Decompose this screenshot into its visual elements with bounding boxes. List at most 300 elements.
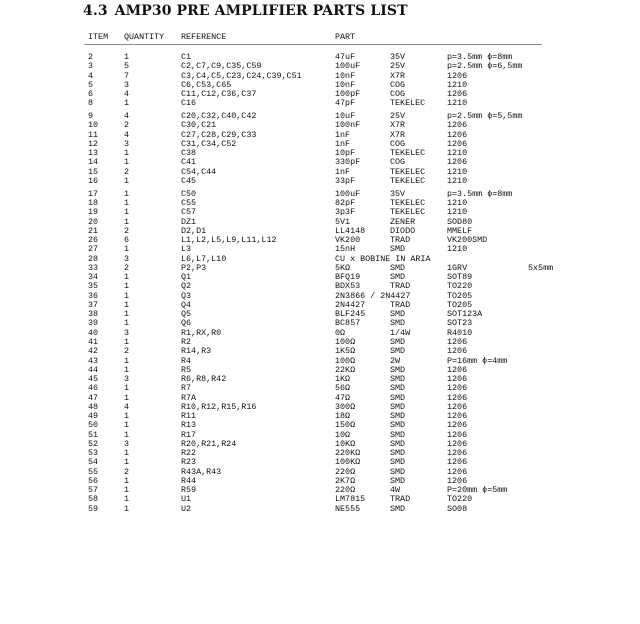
item-cell: 4 [88,70,94,81]
item-cell: 19 [88,207,99,218]
quantity-cell: 2 [124,166,130,177]
quantity-cell: 1 [124,475,130,486]
package-cell: R4010 [447,327,473,338]
part-value-cell: 220Ω [335,485,356,496]
package-cell: 1206 [447,157,468,168]
part-spec-cell: 25V [390,111,406,122]
package-cell: SOD80 [447,216,473,227]
package-cell: 1206 [447,429,468,440]
item-cell: 34 [88,272,99,283]
item-cell: 5 [88,79,94,90]
reference-cell: R1,RX,R0 [181,327,222,338]
extra-cell: 5x5mm [528,262,554,273]
package-cell: 1210 [447,175,468,186]
part-value-cell: 10uF [335,111,356,122]
reference-cell: R59 [181,485,197,496]
reference-cell: C2,C7,C9,C35,C59 [181,61,262,72]
quantity-cell: 1 [124,429,130,440]
header-reference: REFERENCE [181,32,227,42]
part-spec-cell: COG [390,138,406,149]
item-cell: 43 [88,355,99,366]
package-cell: 1210 [447,244,468,255]
package-cell: VK200SMD [447,235,488,246]
quantity-cell: 1 [124,299,130,310]
package-cell: 1206 [447,138,468,149]
package-cell: 1206 [447,420,468,431]
quantity-cell: 2 [124,466,130,477]
table-row [0,177,640,186]
item-cell: 35 [88,281,99,292]
table-row [0,62,640,71]
part-spec-cell: 1/4W [390,327,411,338]
quantity-cell: 1 [124,52,130,62]
reference-cell: R5 [181,364,192,375]
part-spec-cell: SMD [390,503,406,514]
package-cell: 1206 [447,448,468,459]
reference-cell: R23 [181,457,197,468]
item-cell: 41 [88,336,99,347]
package-cell: 1206 [447,401,468,412]
quantity-cell: 1 [124,244,130,255]
part-spec-cell: DIODO [390,225,416,236]
quantity-cell: 1 [124,457,130,468]
part-value-cell: 18Ω [335,411,351,422]
quantity-cell: 2 [124,262,130,273]
package-cell: 1206 [447,383,468,394]
section-number: 4.3 [83,3,108,19]
item-cell: 16 [88,175,99,186]
part-value-cell: 10nF [335,79,356,90]
package-cell: 1206 [447,466,468,477]
package-cell: 1206 [447,457,468,468]
item-cell: 47 [88,392,99,403]
part-value-cell: 100Ω [335,355,356,366]
item-cell: 42 [88,346,99,357]
header-divider [84,44,542,45]
part-value-cell: 1K5Ω [335,346,356,357]
package-cell: p=2.5mm ϕ=6,5mm [447,61,523,72]
quantity-cell: 4 [124,129,130,140]
package-cell: TO220 [447,281,473,292]
item-cell: 33 [88,262,99,273]
quantity-cell: 3 [124,374,130,385]
table-row [0,505,640,514]
package-cell: 1206 [447,346,468,357]
part-value-cell: 33pF [335,175,356,186]
item-cell: 56 [88,475,99,486]
part-value-cell: 47uF [335,52,356,62]
item-cell: 2 [88,52,94,62]
part-spec-cell: SMD [390,420,406,431]
reference-cell: P2,P3 [181,262,207,273]
table-row [0,72,640,81]
table-row [0,81,640,90]
package-cell: 1210 [447,98,468,109]
item-cell: 11 [88,129,99,140]
reference-cell: R22 [181,448,197,459]
quantity-cell: 1 [124,309,130,320]
item-cell: 55 [88,466,99,477]
section-title [83,3,408,19]
item-cell: 52 [88,438,99,449]
reference-cell: R44 [181,475,197,486]
package-cell: 1210 [447,166,468,177]
part-spec-cell: SMD [390,318,406,329]
item-cell: 44 [88,364,99,375]
package-cell: 1206 [447,392,468,403]
part-value-cell: BC857 [335,318,361,329]
part-value-cell: 100uF [335,188,361,199]
part-spec-cell: SMD [390,336,406,347]
reference-cell: C54,C44 [181,166,217,177]
reference-cell: C6,C53,C65 [181,79,232,90]
item-cell: 17 [88,188,99,199]
reference-cell: Q1 [181,272,192,283]
part-value-cell: 100uF [335,61,361,72]
header-part: PART [335,32,356,42]
quantity-cell: 1 [124,290,130,301]
part-value-cell: 2N3866 / 2N4427 [335,290,411,301]
part-spec-cell: ZENER [390,216,416,227]
quantity-cell: 1 [124,448,130,459]
item-cell: 58 [88,494,99,505]
reference-cell: U1 [181,494,192,505]
section-title-text: AMP30 PRE AMPLIFIER PARTS LIST [114,3,408,19]
item-cell: 15 [88,166,99,177]
package-cell: TO220 [447,494,473,505]
reference-cell: C57 [181,207,197,218]
reference-cell: C11,C12,C36,C37 [181,89,257,100]
reference-cell: R10,R12,R15,R16 [181,401,257,412]
part-value-cell: 56Ω [335,383,351,394]
quantity-cell: 1 [124,188,130,199]
item-cell: 6 [88,89,94,100]
part-spec-cell: TEKELEC [390,207,426,218]
quantity-cell: 2 [124,346,130,357]
part-value-cell: 2N4427 [335,299,366,310]
part-value-cell: 300Ω [335,401,356,412]
item-cell: 49 [88,411,99,422]
quantity-cell: 1 [124,148,130,159]
item-cell: 26 [88,235,99,246]
package-cell: SO08 [447,503,468,514]
part-spec-cell: SMD [390,272,406,283]
reference-cell: R43A,R43 [181,466,222,477]
part-value-cell: 100KΩ [335,457,361,468]
item-cell: 14 [88,157,99,168]
package-cell: p=3.5mm ϕ=8mm [447,52,513,62]
reference-cell: R13 [181,420,197,431]
part-spec-cell: SMD [390,438,406,449]
part-spec-cell: 2W [390,355,401,366]
part-spec-cell: SMD [390,309,406,320]
reference-cell: R2 [181,336,192,347]
item-cell: 3 [88,61,94,72]
reference-cell: L3 [181,244,192,255]
part-spec-cell: SMD [390,401,406,412]
item-cell: 27 [88,244,99,255]
quantity-cell: 2 [124,120,130,131]
part-spec-cell: SMD [390,429,406,440]
part-value-cell: 150Ω [335,420,356,431]
part-spec-cell: 35V [390,188,406,199]
part-value-cell: 1nF [335,166,351,177]
package-cell: 1206 [447,129,468,140]
part-spec-cell: TEKELEC [390,148,426,159]
part-value-cell: 100Ω [335,336,356,347]
part-spec-cell: TRAD [390,299,411,310]
part-spec-cell: SMD [390,383,406,394]
reference-cell: L6,L7,L10 [181,253,227,264]
table-header [0,32,640,44]
package-cell: p=2.5mm ϕ=5,5mm [447,111,523,122]
reference-cell: C3,C4,C5,C23,C24,C39,C51 [181,70,302,81]
part-spec-cell: SMD [390,448,406,459]
package-cell: 1GRV [447,262,468,273]
package-cell: MMELF [447,225,473,236]
package-cell: P=16mm ϕ=4mm [447,355,508,366]
package-cell: 1206 [447,70,468,81]
part-spec-cell: SMD [390,457,406,468]
item-cell: 54 [88,457,99,468]
header-item: ITEM [88,32,109,42]
reference-cell: R14,R3 [181,346,212,357]
item-cell: 28 [88,253,99,264]
reference-cell: U2 [181,503,192,514]
reference-cell: Q4 [181,299,192,310]
quantity-cell: 6 [124,235,130,246]
table-row [0,99,640,108]
package-cell: 1206 [447,89,468,100]
part-spec-cell: X7R [390,70,406,81]
part-spec-cell: TRAD [390,235,411,246]
package-cell: 1206 [447,411,468,422]
package-cell: 1206 [447,374,468,385]
part-spec-cell: SMD [390,411,406,422]
package-cell: TO205 [447,290,473,301]
part-value-cell: 1KΩ [335,374,351,385]
part-spec-cell: SMD [390,374,406,385]
part-value-cell: 15nH [335,244,356,255]
quantity-cell: 1 [124,503,130,514]
quantity-cell: 1 [124,272,130,283]
item-cell: 57 [88,485,99,496]
part-value-cell: CU x BOBINE IN ARIA [335,253,431,264]
part-value-cell: LM7815 [335,494,366,505]
quantity-cell: 1 [124,197,130,208]
quantity-cell: 1 [124,383,130,394]
reference-cell: Q3 [181,290,192,301]
part-spec-cell: X7R [390,120,406,131]
item-cell: 13 [88,148,99,159]
part-value-cell: 82pF [335,197,356,208]
part-spec-cell: COG [390,157,406,168]
item-cell: 20 [88,216,99,227]
part-spec-cell: TEKELEC [390,166,426,177]
part-value-cell: 220Ω [335,466,356,477]
package-cell: 1206 [447,120,468,131]
quantity-cell: 1 [124,420,130,431]
reference-cell: R7A [181,392,197,403]
package-cell: SOT23 [447,318,473,329]
header-quantity: QUANTITY [124,32,165,42]
quantity-cell: 1 [124,207,130,218]
reference-cell: R4 [181,355,192,366]
package-cell: p=3.5mm ϕ=8mm [447,188,513,199]
item-cell: 45 [88,374,99,385]
part-spec-cell: TRAD [390,281,411,292]
part-spec-cell: COG [390,89,406,100]
reference-cell: R6,R8,R42 [181,374,227,385]
package-cell: 1206 [447,364,468,375]
quantity-cell: 1 [124,336,130,347]
quantity-cell: 1 [124,175,130,186]
item-cell: 18 [88,197,99,208]
part-value-cell: 3p3F [335,207,356,218]
package-cell: SOT123A [447,309,483,320]
table-row [0,90,640,99]
reference-cell: R11 [181,411,197,422]
part-spec-cell: SMD [390,475,406,486]
quantity-cell: 3 [124,438,130,449]
package-cell: 1210 [447,79,468,90]
item-cell: 53 [88,448,99,459]
part-spec-cell: SMD [390,392,406,403]
package-cell: 1210 [447,197,468,208]
reference-cell: C30,C21 [181,120,217,131]
reference-cell: R20,R21,R24 [181,438,237,449]
item-cell: 46 [88,383,99,394]
quantity-cell: 1 [124,355,130,366]
quantity-cell: 7 [124,70,130,81]
part-value-cell: 47Ω [335,392,351,403]
part-value-cell: 10Ω [335,429,351,440]
reference-cell: R17 [181,429,197,440]
part-spec-cell: TEKELEC [390,197,426,208]
quantity-cell: 1 [124,392,130,403]
part-spec-cell: SMD [390,364,406,375]
reference-cell: L1,L2,L5,L9,L11,L12 [181,235,277,246]
part-value-cell: VK200 [335,235,361,246]
item-cell: 10 [88,120,99,131]
quantity-cell: 3 [124,327,130,338]
quantity-cell: 4 [124,401,130,412]
reference-cell: DZ1 [181,216,197,227]
reference-cell: C27,C28,C29,C33 [181,129,257,140]
part-value-cell: 5KΩ [335,262,351,273]
item-cell: 59 [88,503,99,514]
part-spec-cell: TEKELEC [390,98,426,109]
quantity-cell: 3 [124,79,130,90]
part-value-cell: BDX53 [335,281,361,292]
reference-cell: C38 [181,148,197,159]
item-cell: 40 [88,327,99,338]
quantity-cell: 3 [124,138,130,149]
quantity-cell: 1 [124,364,130,375]
quantity-cell: 1 [124,318,130,329]
package-cell: 1210 [447,148,468,159]
quantity-cell: 1 [124,281,130,292]
part-value-cell: 100nF [335,120,361,131]
quantity-cell: 1 [124,157,130,168]
reference-cell: R7 [181,383,192,394]
reference-cell: C50 [181,188,197,199]
item-cell: 39 [88,318,99,329]
part-spec-cell: 25V [390,61,406,72]
part-value-cell: 10nF [335,70,356,81]
part-spec-cell: X7R [390,129,406,140]
reference-cell: C45 [181,175,197,186]
part-spec-cell: SMD [390,466,406,477]
reference-cell: C20,C32,C40,C42 [181,111,257,122]
part-value-cell: 100pF [335,89,361,100]
item-cell: 36 [88,290,99,301]
package-cell: P=20mm ϕ=5mm [447,485,508,496]
item-cell: 37 [88,299,99,310]
package-cell: 1206 [447,438,468,449]
reference-cell: C31,C34,C52 [181,138,237,149]
package-cell: SOT89 [447,272,473,283]
part-value-cell: 2K7Ω [335,475,356,486]
part-spec-cell: COG [390,79,406,90]
item-cell: 9 [88,111,94,122]
part-value-cell: BFQ19 [335,272,361,283]
quantity-cell: 4 [124,89,130,100]
reference-cell: C41 [181,157,197,168]
parts-table [0,53,640,514]
reference-cell: C55 [181,197,197,208]
quantity-cell: 3 [124,253,130,264]
part-value-cell: 10KΩ [335,438,356,449]
part-value-cell: NE555 [335,503,361,514]
quantity-cell: 1 [124,485,130,496]
part-value-cell: 1nF [335,129,351,140]
reference-cell: Q5 [181,309,192,320]
reference-cell: Q6 [181,318,192,329]
package-cell: 1206 [447,475,468,486]
part-spec-cell: 4W [390,485,401,496]
item-cell: 12 [88,138,99,149]
part-value-cell: LL4148 [335,225,366,236]
part-value-cell: BLF245 [335,309,366,320]
part-value-cell: 10pF [335,148,356,159]
part-value-cell: 47pF [335,98,356,109]
package-cell: TO205 [447,299,473,310]
part-spec-cell: 35V [390,52,406,62]
table-row [0,53,640,62]
item-cell: 38 [88,309,99,320]
item-cell: 21 [88,225,99,236]
item-cell: 51 [88,429,99,440]
item-cell: 50 [88,420,99,431]
part-value-cell: 330pF [335,157,361,168]
package-cell: 1206 [447,336,468,347]
part-value-cell: 0Ω [335,327,346,338]
reference-cell: C16 [181,98,197,109]
quantity-cell: 5 [124,61,130,72]
part-spec-cell: SMD [390,244,406,255]
part-value-cell: 5V1 [335,216,351,227]
quantity-cell: 1 [124,216,130,227]
item-cell: 8 [88,98,94,109]
quantity-cell: 1 [124,98,130,109]
part-value-cell: 220KΩ [335,448,361,459]
quantity-cell: 1 [124,411,130,422]
part-spec-cell: TEKELEC [390,175,426,186]
part-value-cell: 1nF [335,138,351,149]
quantity-cell: 1 [124,494,130,505]
quantity-cell: 2 [124,225,130,236]
